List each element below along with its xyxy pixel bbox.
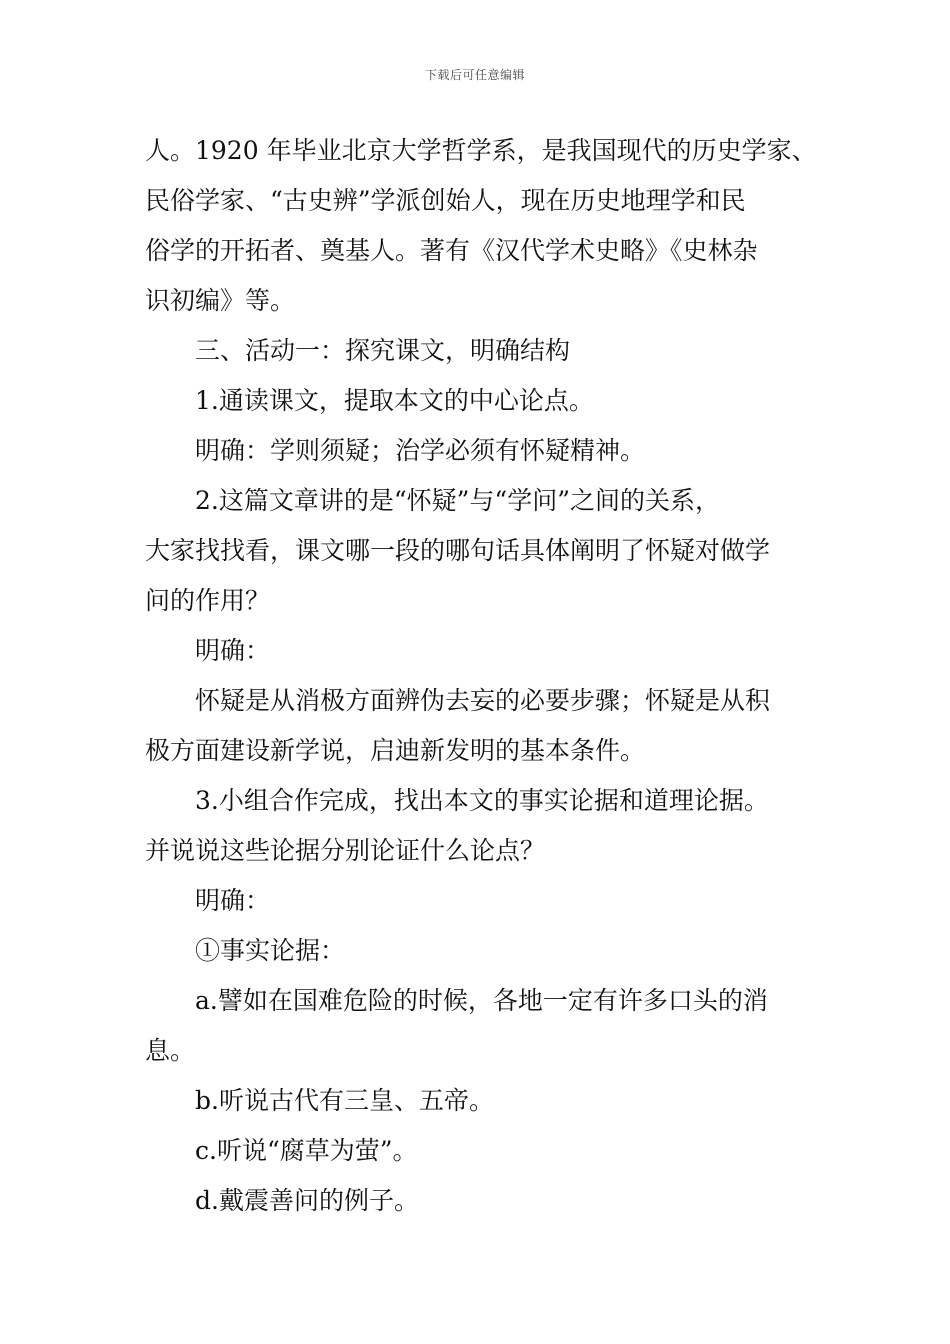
text-line: a.譬如在国难危险的时候，各地一定有许多口头的消 — [195, 986, 768, 1015]
page-header: 下载后可任意编辑 — [424, 68, 525, 82]
text-line: c.听说“腐草为萤”。 — [195, 1136, 418, 1165]
text-line: 息。 — [145, 1036, 196, 1065]
text-line: 3.小组合作完成，找出本文的事实论据和道理论据。 — [195, 786, 769, 815]
text-line: 俗学的开拓者、奠基人。著有《汉代学术史略》《史林杂 — [145, 236, 758, 265]
text-line: 明确： — [195, 636, 271, 665]
text-line: 怀疑是从消极方面辨伪去妄的必要步骤；怀疑是从积 — [195, 686, 771, 715]
text-line: 并说说这些论据分别论证什么论点？ — [145, 836, 546, 865]
text-line: 识初编》等。 — [145, 286, 296, 315]
text-line: 明确：学则须疑；治学必须有怀疑精神。 — [195, 436, 646, 465]
section-heading: 三、活动一：探究课文，明确结构 — [195, 336, 571, 365]
text-line: d.戴震善问的例子。 — [195, 1186, 419, 1215]
text-line: b.听说古代有三皇、五帝。 — [195, 1086, 494, 1115]
text-line: 明确： — [195, 886, 271, 915]
text-line: 1.通读课文，提取本文的中心论点。 — [195, 386, 594, 415]
document-body — [145, 126, 817, 1226]
text-line: ①事实论据： — [195, 936, 346, 965]
text-line: 2.这篇文章讲的是“怀疑”与“学问”之间的关系， — [195, 486, 720, 515]
text-line: 民俗学家、“古史辨”学派创始人，现在历史地理学和民 — [145, 186, 746, 215]
text-line: 极方面建设新学说，启迪新发明的基本条件。 — [145, 736, 646, 765]
text-line: 大家找找看，课文哪一段的哪句话具体阐明了怀疑对做学 — [145, 536, 771, 565]
text-line: 问的作用？ — [145, 586, 271, 615]
text-line: 人。1920 年毕业北京大学哲学系，是我国现代的历史学家、 — [145, 136, 817, 165]
